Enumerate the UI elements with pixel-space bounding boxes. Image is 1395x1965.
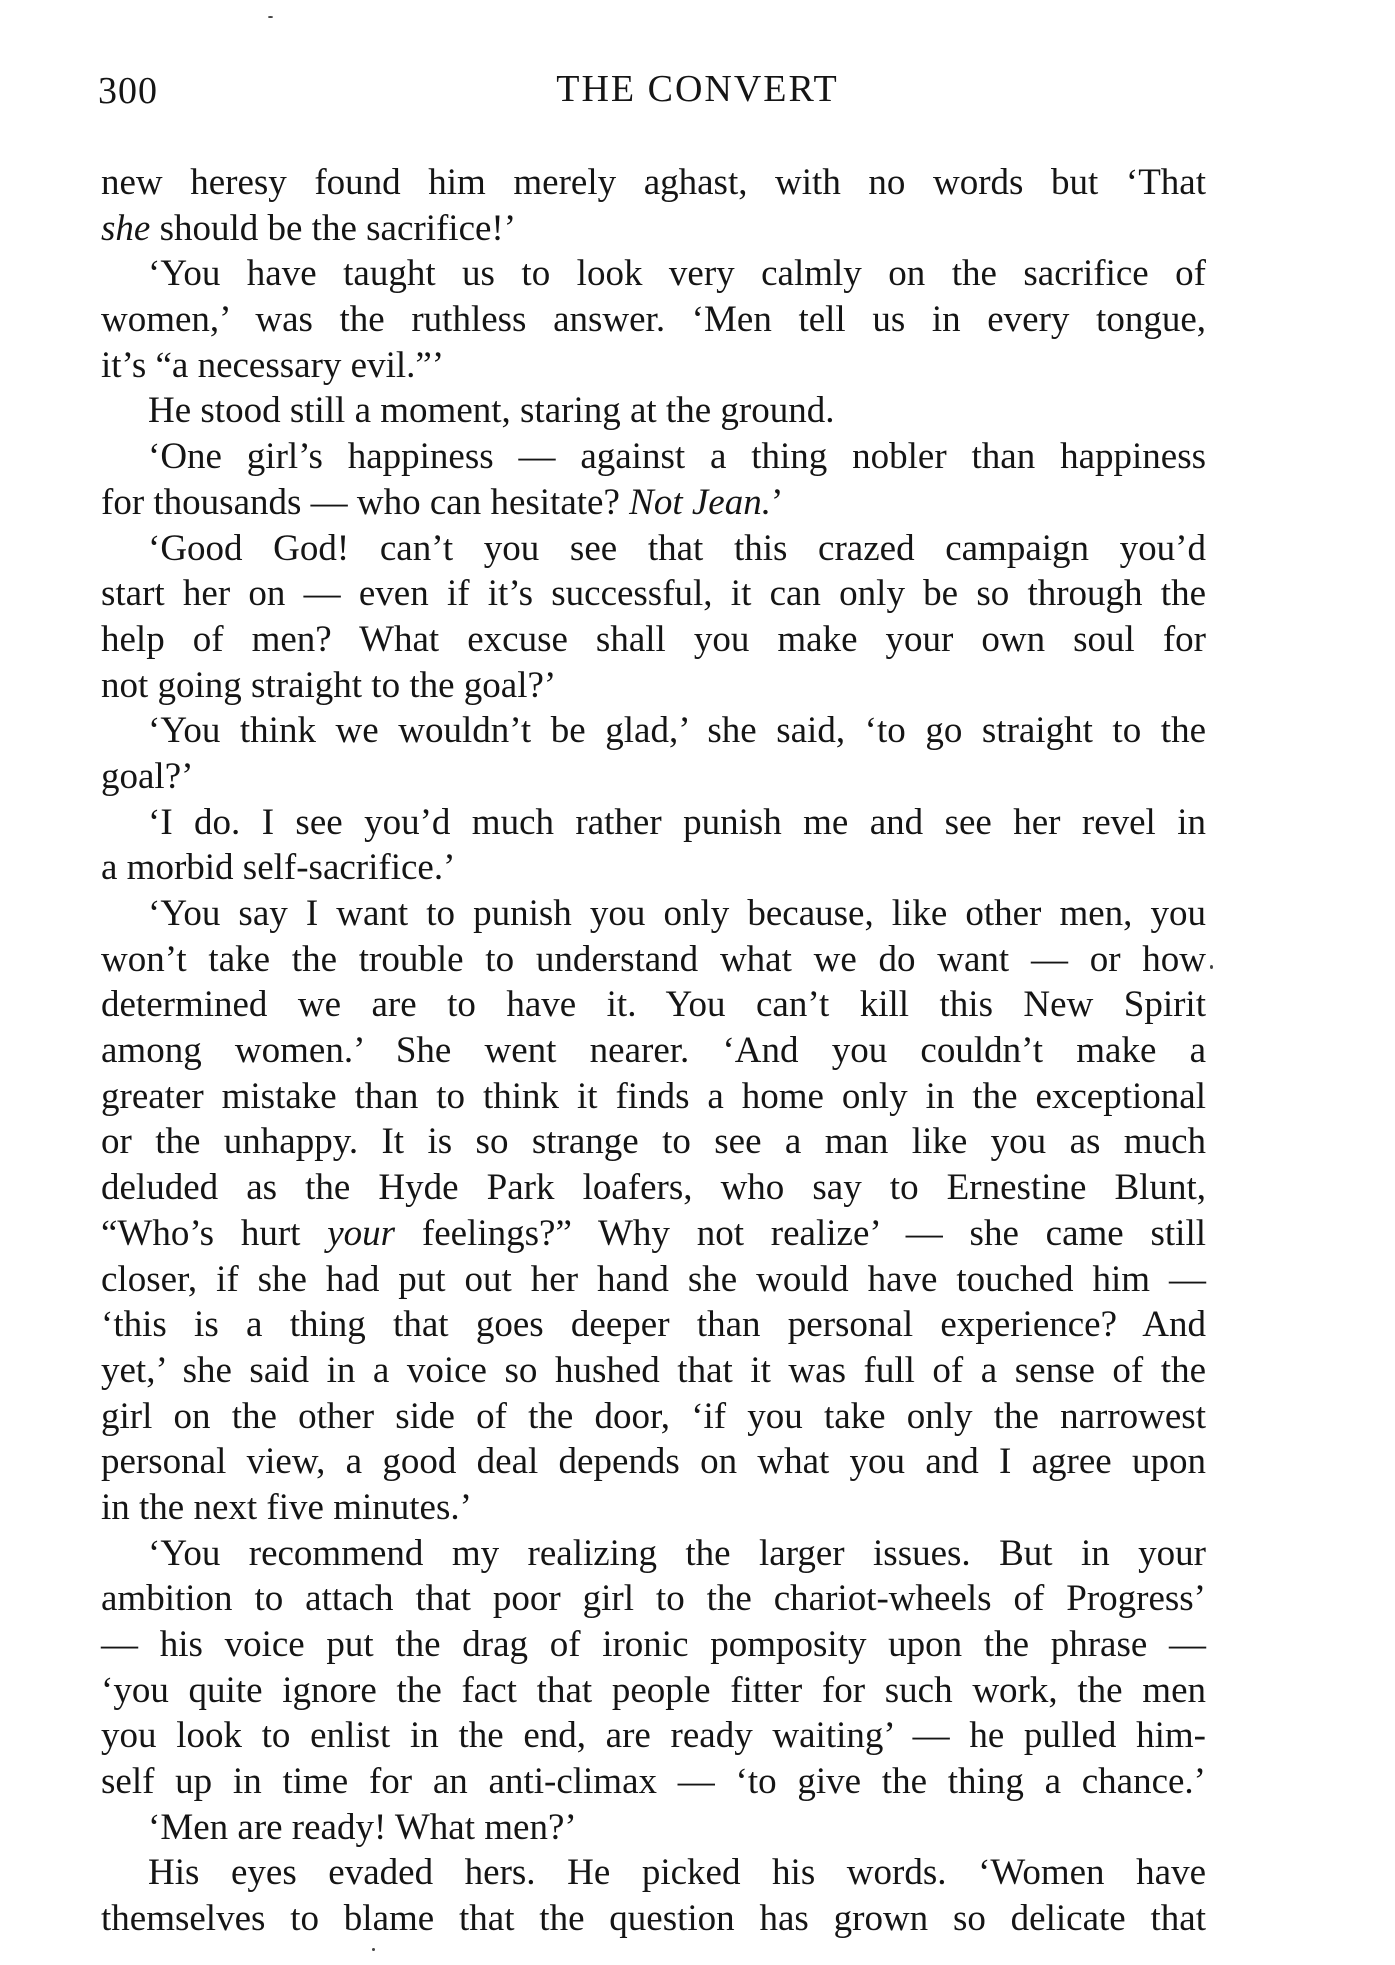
text-run: for thousands — who can hesitate? [101,481,620,523]
print-speck [268,16,273,18]
text-line: self up in time for an anti-climax — ‘to give the thing a chance.’ [101,1761,1206,1803]
text-run: feelings?” Why not realize’ — she came still [421,1212,1207,1254]
text-run: should be the sacrifice!’ [159,207,517,249]
text-line: ‘I do. I see you’d much rather punish me and see her revel in [148,801,1206,843]
text-line: personal view, a good deal depends on what you and I agree upon [101,1441,1206,1483]
text-line: help of men? What excuse shall you make your own soul for [101,618,1206,660]
text-line: — his voice put the drag of ironic pomposity upon the phrase — [101,1624,1206,1665]
text-line: deluded as the Hyde Park loafers, who say to Ernestine Blunt, [101,1167,1206,1209]
text-line: themselves to blame that the question has grown so delicate that [101,1898,1206,1940]
text-line: ‘You recommend my realizing the larger issues. But in your [148,1532,1206,1574]
text-line: ‘Men are ready! What men?’ [148,1806,577,1848]
text-line [101,206,1206,252]
text-line: ‘One girl’s happiness — against a thing nobler than happiness [148,436,1206,478]
text-line: His eyes evaded hers. He picked his words. ‘Women have [148,1852,1206,1894]
text-line: yet,’ she said in a voice so hushed that it was full of a sense of the [101,1349,1206,1391]
text-line: women,’ was the ruthless answer. ‘Men tell us in every tongue, [101,299,1206,341]
text-line [101,1211,1206,1257]
text-line: He stood still a moment, staring at the ground. [148,390,835,432]
text-line: you look to enlist in the end, are ready waiting’ — he pulled him- [101,1715,1206,1757]
text-line: greater mistake than to think it finds a home only in the exceptional [101,1075,1206,1117]
text-line: ‘this is a thing that goes deeper than personal experience? And [101,1304,1206,1346]
text-line: ‘You say I want to punish you only because, like other men, you [148,893,1206,934]
text-line: ‘You have taught us to look very calmly on the sacrifice of [148,253,1206,295]
text-line: start her on — even if it’s successful, it can only be so through the [101,573,1206,615]
print-speck [1210,965,1213,969]
text-line: ambition to attach that poor girl to the chariot-wheels of Progress’ [101,1578,1206,1620]
text-line: or the unhappy. It is so strange to see a man like you as much [101,1121,1206,1163]
body-text [101,160,1206,1942]
text-line: closer, if she had put out her hand she would have touched him — [101,1258,1206,1300]
text-line: it’s “a necessary evil.”’ [101,344,445,386]
text-line: in the next five minutes.’ [101,1486,472,1528]
text-line: ‘You think we wouldn’t be glad,’ she said, ‘to go straight to the [148,710,1206,752]
text-line: ‘you quite ignore the fact that people fitter for such work, the men [101,1669,1206,1711]
text-line: determined we are to have it. You can’t kill this New Spirit [101,984,1206,1026]
text-line: goal?’ [101,755,194,797]
text-line: not going straight to the goal?’ [101,664,557,706]
print-speck [372,1948,375,1951]
italic-word: your [327,1212,396,1254]
running-title: THE CONVERT [556,68,839,110]
text-line: new heresy found him merely aghast, with no words but ‘That [101,162,1206,203]
text-line: won’t take the trouble to understand what we do want — or how [101,938,1206,980]
text-run: ’ [770,481,784,523]
text-line: girl on the other side of the door, ‘if you take only the narrowest [101,1395,1206,1437]
text-line: a morbid self-sacrifice.’ [101,847,456,889]
text-line [101,480,1206,526]
page-number: 300 [98,70,158,112]
italic-word: she [101,207,151,249]
text-line: among women.’ She went nearer. ‘And you couldn’t make a [101,1030,1206,1072]
text-line: ‘Good God! can’t you see that this crazed campaign you’d [148,527,1206,569]
text-run: “Who’s hurt [101,1212,301,1254]
italic-phrase: Not Jean. [629,481,771,523]
